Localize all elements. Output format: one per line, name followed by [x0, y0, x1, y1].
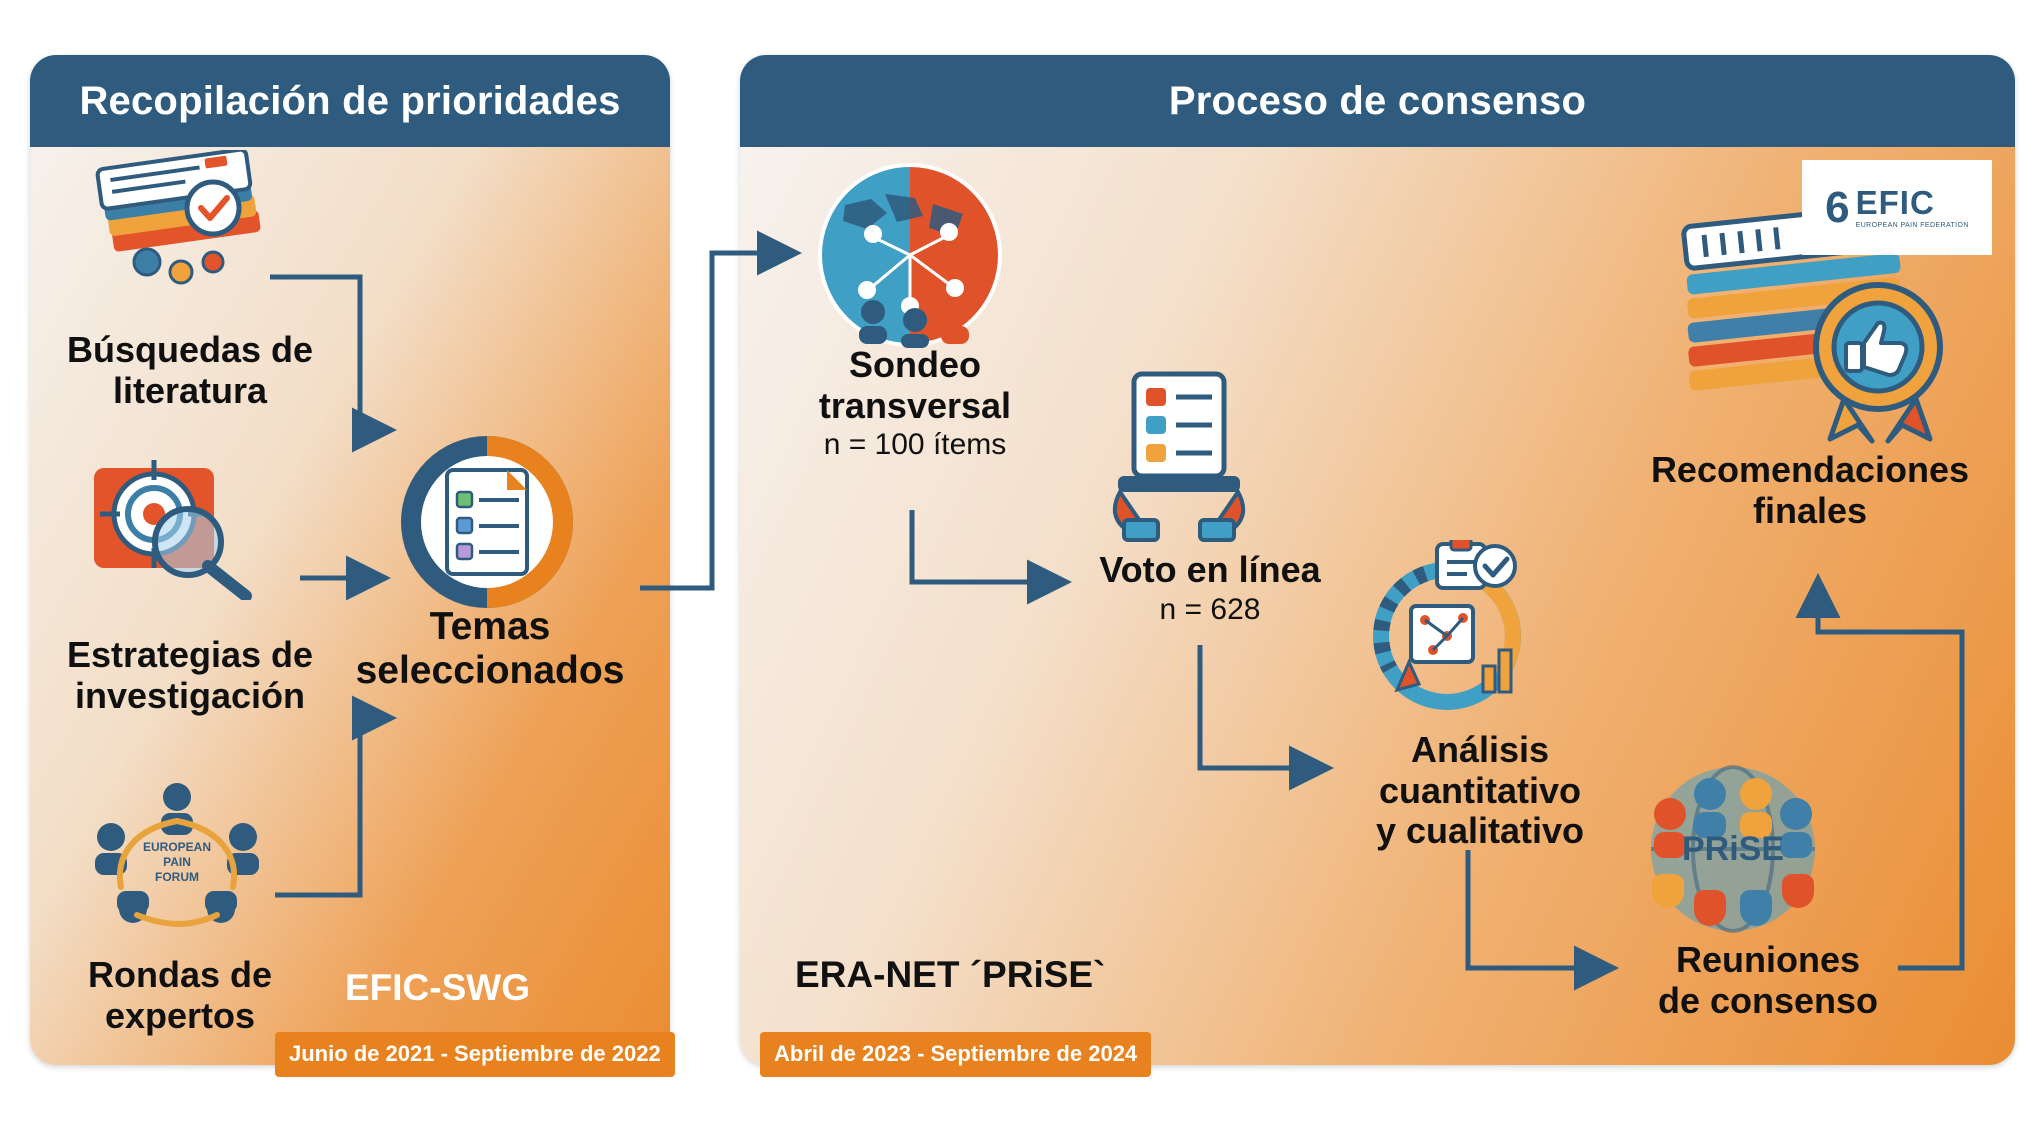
node-label-online-vote: [1060, 550, 1360, 627]
meetings-label-line2: de consenso: [1657, 979, 1879, 1021]
analysis-label-line3: y cualitativo: [1375, 810, 1585, 852]
phase-left-name: EFIC-SWG: [345, 967, 530, 1008]
node-label-literature: [30, 330, 350, 411]
expert-label-line2: expertos: [104, 994, 256, 1036]
survey-label-line2: transversal: [818, 384, 1012, 426]
research-label-line1: Estrategias de: [66, 634, 314, 675]
checklist-circle-icon: [395, 430, 580, 615]
literature-label-line1: Búsquedas de: [66, 329, 314, 370]
topics-label-line2: seleccionados: [355, 649, 625, 693]
globe-people-icon: [815, 160, 1005, 350]
node-label-analysis: [1330, 730, 1630, 852]
meetings-label-line1: Reuniones: [1675, 939, 1861, 980]
node-label-cross-survey: [780, 345, 1050, 462]
european-pain-forum-icon: [75, 775, 280, 945]
efic-logo-word: EFIC: [1855, 184, 1935, 221]
panel-right-title: Proceso de consenso: [740, 55, 2015, 147]
efic-logo-mark: 6: [1825, 182, 1850, 232]
data-analysis-chart-icon: [1355, 540, 1545, 720]
date-chip-left: Junio de 2021 - Septiembre de 2022: [275, 1032, 675, 1077]
efic-logo: [1802, 160, 1992, 255]
analysis-label-line1: Análisis: [1410, 729, 1550, 770]
analysis-label-line2: cuantitativo: [1378, 769, 1582, 811]
phase-right-name: ERA-NET ´PRiSE`: [795, 954, 1106, 995]
topics-label-line1: Temas: [429, 605, 551, 648]
vote-sublabel: n = 628: [1159, 592, 1261, 626]
recommendations-label-line1: Recomendaciones: [1650, 449, 1970, 490]
node-label-final-recommendations: [1615, 450, 2005, 531]
node-label-expert-rounds: [30, 955, 330, 1036]
prise-logo-word: PRiSE: [1681, 830, 1785, 868]
epf-logo-line2: PAIN: [163, 855, 191, 869]
target-magnifier-icon: [80, 450, 270, 600]
efic-logo-tagline: EUROPEAN PAIN FEDERATION: [1855, 222, 1969, 229]
stacked-documents-checkmark-icon: [95, 150, 275, 295]
date-chip-right: Abril de 2023 - Septiembre de 2024: [760, 1032, 1151, 1077]
ballot-hands-icon: [1098, 368, 1258, 543]
recommendations-label-line2: finales: [1752, 489, 1868, 531]
survey-label-line1: Sondeo: [849, 344, 981, 385]
node-label-selected-topics: [330, 605, 650, 693]
prise-people-circle-icon: [1628, 752, 1838, 947]
vote-label: Voto en línea: [1099, 549, 1321, 590]
node-label-consensus-meetings: [1618, 940, 1918, 1021]
literature-label-line2: literatura: [112, 369, 268, 411]
panel-left-title: Recopilación de prioridades: [30, 55, 670, 147]
epf-logo-line3: FORUM: [155, 870, 199, 884]
survey-sublabel: n = 100 ítems: [823, 428, 1007, 462]
research-label-line2: investigación: [74, 674, 306, 716]
epf-logo-line1: EUROPEAN: [142, 840, 212, 854]
node-label-research-strategies: [25, 635, 355, 716]
expert-label-line1: Rondas de: [87, 954, 273, 995]
